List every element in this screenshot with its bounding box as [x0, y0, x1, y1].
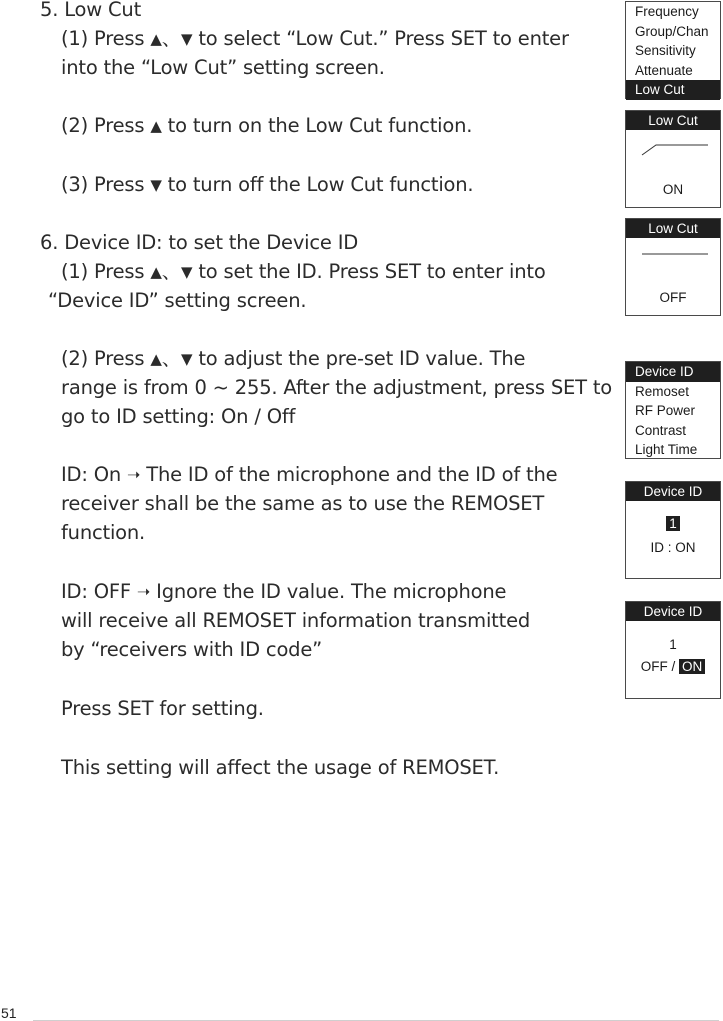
menu-item-contrast: Contrast	[635, 422, 687, 438]
text: to turn off the Low Cut function.	[161, 173, 474, 196]
menu-item-frequency: Frequency	[635, 4, 699, 19]
id-option-row	[626, 659, 720, 674]
instruction-line: range is from 0 ~ 255. After the adjustment, press SET to	[61, 376, 613, 399]
menu-item-device-id: Device ID	[626, 362, 720, 382]
instruction-line	[61, 347, 525, 372]
text: (2) Press	[61, 347, 151, 370]
lcd-menu-audio	[625, 1, 721, 99]
lcd-title: Device ID	[626, 482, 720, 501]
flat-line-icon	[626, 245, 720, 285]
menu-item-attenuate: Attenuate	[635, 62, 693, 78]
menu-item-remoset: Remoset	[635, 383, 690, 399]
instruction-line	[61, 173, 473, 198]
down-triangle-icon: ▼	[150, 176, 162, 194]
instruction-line: by “receivers with ID code”	[61, 638, 323, 661]
separator: 、	[161, 27, 181, 50]
up-triangle-icon: ▲	[150, 350, 162, 368]
down-triangle-icon: ▼	[181, 30, 193, 48]
separator: 、	[161, 347, 181, 370]
text: ID: OFF	[61, 580, 137, 603]
text: to turn on the Low Cut function.	[161, 114, 473, 137]
menu-item-sensitivity: Sensitivity	[635, 43, 696, 59]
menu-item-group-chan: Group/Chan	[635, 23, 709, 39]
instruction-line: will receive all REMOSET information transmitted	[61, 609, 531, 632]
instruction-line	[61, 27, 569, 52]
up-triangle-icon: ▲	[150, 263, 162, 281]
instruction-line: function.	[61, 521, 146, 544]
id-value-row	[626, 516, 720, 531]
lcd-low-cut-off	[625, 218, 721, 316]
text: to select “Low Cut.” Press SET to enter	[192, 27, 569, 50]
separator: 、	[161, 260, 181, 283]
up-triangle-icon: ▲	[150, 30, 162, 48]
text: (1) Press	[61, 27, 151, 50]
page-number: 51	[1, 1005, 17, 1021]
right-arrow-icon: ➝	[127, 465, 141, 484]
instruction-line: This setting will affect the usage of REMOSET.	[61, 756, 500, 779]
text: to adjust the pre-set ID value. The	[192, 347, 526, 370]
lcd-value: ON	[662, 182, 684, 197]
instruction-line	[61, 260, 546, 285]
lcd-title: Low Cut	[626, 219, 720, 238]
instruction-line	[61, 114, 472, 139]
menu-item-light-time: Light Time	[635, 442, 698, 458]
text: (2) Press	[61, 114, 151, 137]
text: Ignore the ID value. The microphone	[150, 580, 507, 603]
down-triangle-icon: ▼	[181, 263, 193, 281]
down-triangle-icon: ▼	[181, 350, 193, 368]
off-option: OFF /	[640, 659, 679, 674]
id-value: 1	[669, 637, 677, 652]
instruction-line: go to ID setting: On / Off	[61, 405, 296, 428]
on-option: ON	[679, 659, 705, 674]
lcd-title: Device ID	[626, 602, 720, 621]
low-cut-curve-icon	[626, 137, 720, 177]
text: (1) Press	[61, 260, 151, 283]
lcd-menu-device	[625, 361, 721, 459]
section-heading-device-id: 6. Device ID: to set the Device ID	[40, 231, 359, 254]
instruction-line	[61, 580, 506, 605]
text: ID: On	[61, 463, 128, 486]
lcd-title: Low Cut	[626, 111, 720, 130]
text: to set the ID. Press SET to enter into	[192, 260, 546, 283]
right-arrow-icon: ➝	[136, 582, 151, 601]
up-triangle-icon: ▲	[150, 117, 162, 135]
lcd-device-id-select	[625, 601, 721, 699]
instruction-line: Press SET for setting.	[61, 697, 264, 720]
instruction-line: into the “Low Cut” setting screen.	[61, 56, 385, 79]
lcd-device-id-on	[625, 481, 721, 579]
id-value: 1	[666, 516, 680, 531]
menu-item-rf-power: RF Power	[635, 403, 696, 419]
id-status: ID : ON	[650, 540, 696, 555]
instruction-line	[61, 463, 557, 488]
menu-item-low-cut: Low Cut	[626, 80, 720, 100]
text: (3) Press	[61, 173, 151, 196]
section-heading-low-cut: 5. Low Cut	[40, 0, 142, 21]
lcd-value: OFF	[659, 290, 687, 305]
lcd-low-cut-on	[625, 110, 721, 208]
instruction-line: receiver shall be the same as to use the REMOSET	[61, 492, 545, 515]
text: The ID of the microphone and the ID of the	[140, 463, 558, 486]
instruction-line: “Device ID” setting screen.	[48, 289, 307, 312]
